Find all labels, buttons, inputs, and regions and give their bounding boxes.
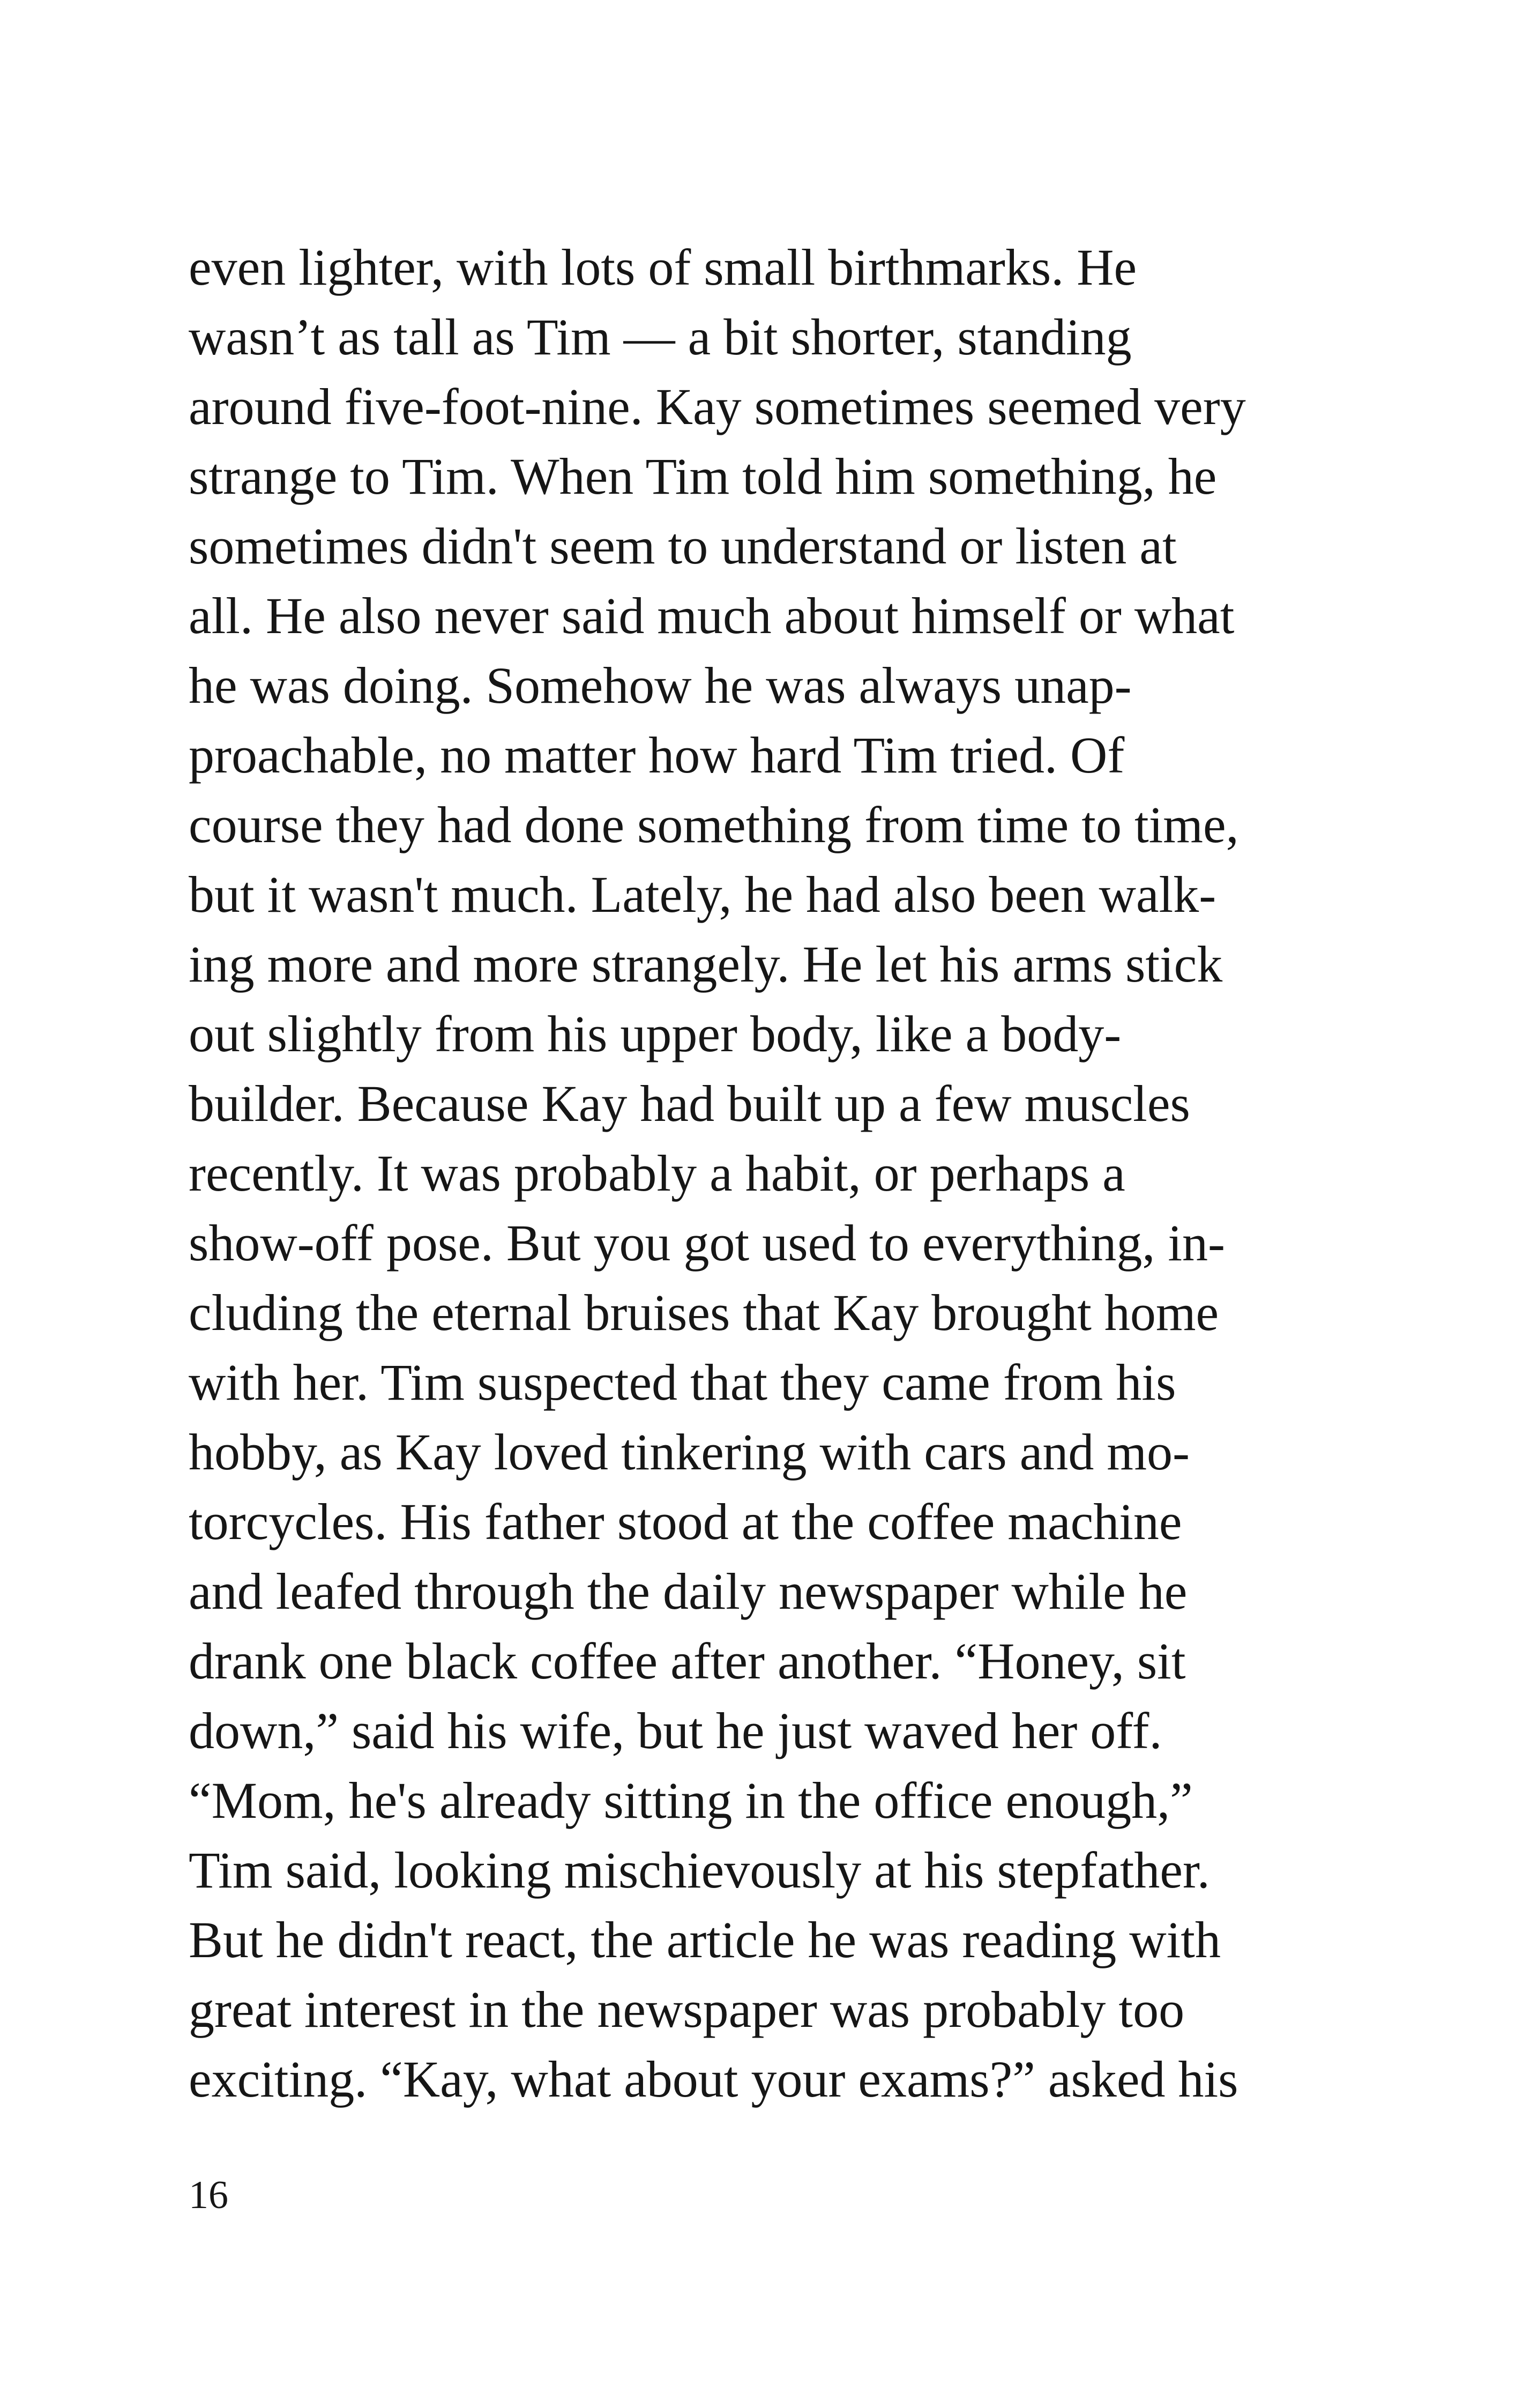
text-line: sometimes didn't seem to understand or listen at — [189, 517, 1177, 575]
text-line: around five-foot-nine. Kay sometimes seemed very — [189, 378, 1246, 435]
text-line: ing more and more strangely. He let his arms stick — [189, 935, 1223, 993]
text-line: but it wasn't much. Lately, he had also been walk- — [189, 866, 1216, 923]
text-line: and leafed through the daily newspaper while he — [189, 1563, 1188, 1620]
page-number: 16 — [189, 2173, 228, 2217]
text-line: But he didn't react, the article he was reading with — [189, 1911, 1221, 1968]
text-line: course they had done something from time to time, — [189, 796, 1239, 853]
text-line: torcycles. His father stood at the coffee machine — [189, 1493, 1182, 1550]
text-line: even lighter, with lots of small birthmarks. He — [189, 239, 1137, 296]
text-line: great interest in the newspaper was probably too — [189, 1981, 1185, 2038]
text-line: down,” said his wife, but he just waved her off. — [189, 1702, 1162, 1759]
text-line: proachable, no matter how hard Tim tried. Of — [189, 726, 1125, 784]
text-line: exciting. “Kay, what about your exams?” asked his — [189, 2050, 1238, 2108]
text-line: out slightly from his upper body, like a body- — [189, 1005, 1122, 1062]
text-line: “Mom, he's already sitting in the office enough,” — [189, 1772, 1193, 1829]
text-line: cluding the eternal bruises that Kay brought home — [189, 1284, 1219, 1341]
text-line: all. He also never said much about himself or what — [189, 587, 1235, 644]
text-line: hobby, as Kay loved tinkering with cars and mo- — [189, 1423, 1190, 1481]
text-line: recently. It was probably a habit, or perhaps a — [189, 1144, 1125, 1202]
text-line: builder. Because Kay had built up a few muscles — [189, 1075, 1190, 1132]
text-line: Tim said, looking mischievously at his stepfather. — [189, 1841, 1210, 1899]
text-line: drank one black coffee after another. “Honey, sit — [189, 1632, 1186, 1690]
text-line: show-off pose. But you got used to everything, in- — [189, 1214, 1226, 1272]
text-line: wasn’t as tall as Tim — a bit shorter, standing — [189, 308, 1132, 366]
text-line: with her. Tim suspected that they came from his — [189, 1354, 1176, 1411]
body-text — [189, 233, 1325, 2114]
text-line: strange to Tim. When Tim told him something, he — [189, 448, 1217, 505]
text-line: he was doing. Somehow he was always unap- — [189, 657, 1132, 714]
